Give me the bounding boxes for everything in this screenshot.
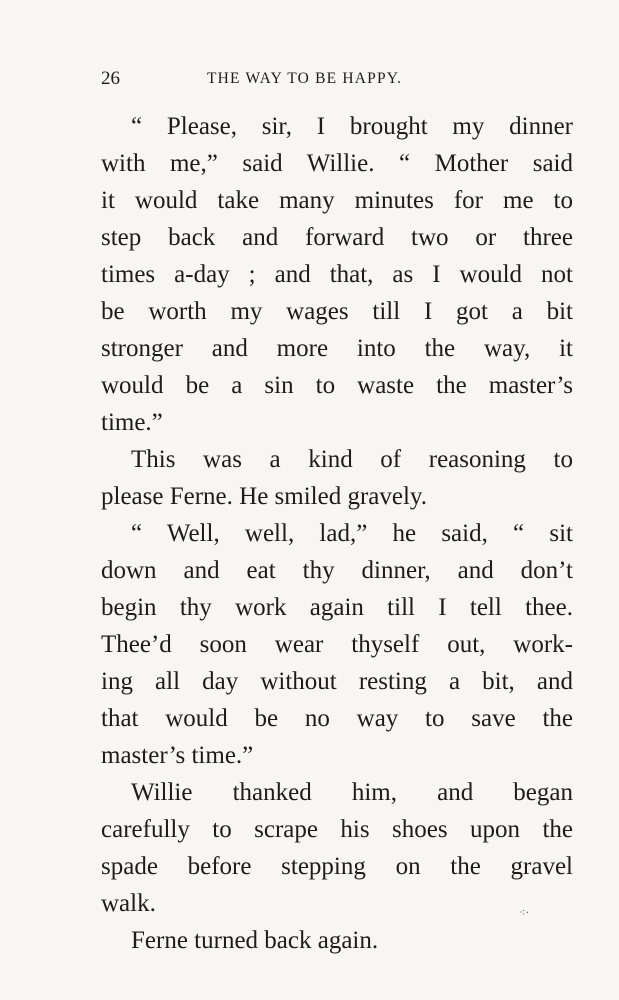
text-line: walk. <box>101 890 156 917</box>
text-line: stronger and more into the way, it <box>101 335 573 362</box>
printer-mark-icon: ⁖· <box>519 906 529 919</box>
text-line: it would take many minutes for me to <box>101 187 573 214</box>
text-line: be worth my wages till I got a bit <box>101 298 573 325</box>
text-line: Ferne turned back again. <box>131 927 379 954</box>
text-line: “ Please, sir, I brought my dinner <box>131 113 573 140</box>
text-line: Thee’d soon wear thyself out, work- <box>101 631 573 658</box>
text-line: ing all day without resting a bit, and <box>101 668 573 695</box>
text-line: would be a sin to waste the master’s <box>101 372 573 399</box>
page-number: 26 <box>101 68 120 89</box>
text-line: spade before stepping on the gravel <box>101 853 573 880</box>
text-line: times a-day ; and that, as I would not <box>101 261 573 288</box>
text-line: Willie thanked him, and began <box>131 779 573 806</box>
text-line: time.” <box>101 409 163 436</box>
text-line: with me,” said Willie. “ Mother said <box>101 150 573 177</box>
text-line: that would be no way to save the <box>101 705 573 732</box>
text-line: begin thy work again till I tell thee. <box>101 594 573 621</box>
text-line: step back and forward two or three <box>101 224 573 251</box>
running-title: THE WAY TO BE HAPPY. <box>207 70 403 87</box>
body-text <box>101 108 573 959</box>
text-line: This was a kind of reasoning to <box>131 446 573 473</box>
text-line: down and eat thy dinner, and don’t <box>101 557 573 584</box>
text-line: carefully to scrape his shoes upon the <box>101 816 573 843</box>
running-head <box>101 68 575 92</box>
text-line: “ Well, well, lad,” he said, “ sit <box>131 520 573 547</box>
text-line: please Ferne. He smiled gravely. <box>101 483 428 510</box>
text-line: master’s time.” <box>101 742 254 769</box>
